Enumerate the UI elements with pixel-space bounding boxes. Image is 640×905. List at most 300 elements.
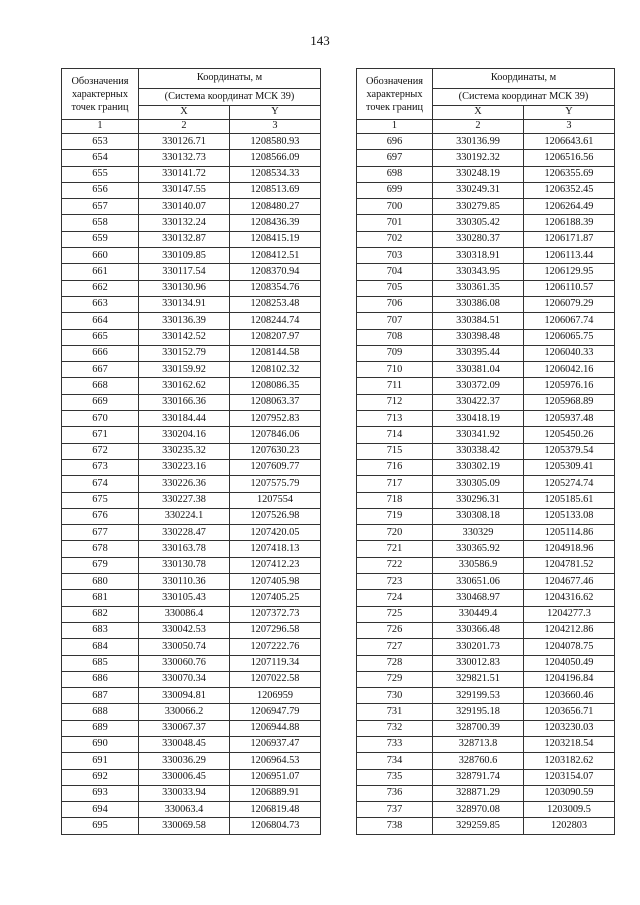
x-coordinate-cell: 330105.43 bbox=[139, 590, 230, 606]
table-row bbox=[357, 264, 615, 280]
y-coordinate-cell: 1203182.62 bbox=[524, 753, 615, 769]
x-coordinate-cell: 330651.06 bbox=[433, 574, 524, 590]
point-number-cell: 737 bbox=[357, 802, 433, 818]
table-row bbox=[62, 736, 321, 752]
point-number-cell: 702 bbox=[357, 231, 433, 247]
x-coordinate-cell: 330163.78 bbox=[139, 541, 230, 557]
y-coordinate-cell: 1208063.37 bbox=[230, 394, 321, 410]
point-number-cell: 658 bbox=[62, 215, 139, 231]
point-number-cell: 733 bbox=[357, 736, 433, 752]
y-coordinate-cell: 1206067.74 bbox=[524, 313, 615, 329]
x-coordinate-cell: 330140.07 bbox=[139, 199, 230, 215]
table-row bbox=[62, 753, 321, 769]
y-coordinate-cell: 1206959 bbox=[230, 688, 321, 704]
point-number-cell: 654 bbox=[62, 150, 139, 166]
y-coordinate-cell: 1206352.45 bbox=[524, 182, 615, 198]
y-coordinate-cell: 1206042.16 bbox=[524, 362, 615, 378]
point-number-cell: 674 bbox=[62, 476, 139, 492]
y-coordinate-cell: 1206804.73 bbox=[230, 818, 321, 834]
table-row bbox=[357, 574, 615, 590]
y-coordinate-cell: 1208412.51 bbox=[230, 248, 321, 264]
x-coordinate-cell: 330398.48 bbox=[433, 329, 524, 345]
y-coordinate-cell: 1206937.47 bbox=[230, 736, 321, 752]
header-designation: Обозначения характерных точек границ bbox=[357, 69, 433, 120]
x-coordinate-cell: 330050.74 bbox=[139, 639, 230, 655]
x-coordinate-cell: 330280.37 bbox=[433, 231, 524, 247]
x-coordinate-cell: 330042.53 bbox=[139, 622, 230, 638]
table-row bbox=[357, 378, 615, 394]
y-coordinate-cell: 1207405.98 bbox=[230, 574, 321, 590]
y-coordinate-cell: 1204781.52 bbox=[524, 557, 615, 573]
point-number-cell: 689 bbox=[62, 720, 139, 736]
x-coordinate-cell: 330060.76 bbox=[139, 655, 230, 671]
point-number-cell: 723 bbox=[357, 574, 433, 590]
point-number-cell: 660 bbox=[62, 248, 139, 264]
y-coordinate-cell: 1204050.49 bbox=[524, 655, 615, 671]
point-number-cell: 694 bbox=[62, 802, 139, 818]
point-number-cell: 704 bbox=[357, 264, 433, 280]
y-coordinate-cell: 1206079.29 bbox=[524, 296, 615, 312]
y-coordinate-cell: 1202803 bbox=[524, 818, 615, 834]
x-coordinate-cell: 330132.87 bbox=[139, 231, 230, 247]
header-col-num-3: 3 bbox=[230, 120, 321, 134]
y-coordinate-cell: 1203656.71 bbox=[524, 704, 615, 720]
table-row bbox=[357, 345, 615, 361]
point-number-cell: 665 bbox=[62, 329, 139, 345]
header-x: X bbox=[139, 106, 230, 120]
point-number-cell: 707 bbox=[357, 313, 433, 329]
table-row bbox=[357, 427, 615, 443]
point-number-cell: 727 bbox=[357, 639, 433, 655]
point-number-cell: 692 bbox=[62, 769, 139, 785]
table-row bbox=[62, 411, 321, 427]
y-coordinate-cell: 1203009.5 bbox=[524, 802, 615, 818]
point-number-cell: 664 bbox=[62, 313, 139, 329]
point-number-cell: 682 bbox=[62, 606, 139, 622]
x-coordinate-cell: 330162.62 bbox=[139, 378, 230, 394]
point-number-cell: 671 bbox=[62, 427, 139, 443]
y-coordinate-cell: 1206171.87 bbox=[524, 231, 615, 247]
point-number-cell: 667 bbox=[62, 362, 139, 378]
page-number: 143 bbox=[310, 33, 330, 48]
x-coordinate-cell: 330422.37 bbox=[433, 394, 524, 410]
table-row bbox=[62, 557, 321, 573]
table-row bbox=[357, 182, 615, 198]
point-number-cell: 716 bbox=[357, 459, 433, 475]
x-coordinate-cell: 330341.92 bbox=[433, 427, 524, 443]
point-number-cell: 677 bbox=[62, 525, 139, 541]
header-y: Y bbox=[524, 106, 615, 120]
table-row bbox=[62, 525, 321, 541]
x-coordinate-cell: 330132.24 bbox=[139, 215, 230, 231]
x-coordinate-cell: 330070.34 bbox=[139, 671, 230, 687]
x-coordinate-cell: 330249.31 bbox=[433, 182, 524, 198]
y-coordinate-cell: 1208354.76 bbox=[230, 280, 321, 296]
y-coordinate-cell: 1204277.3 bbox=[524, 606, 615, 622]
point-number-cell: 683 bbox=[62, 622, 139, 638]
x-coordinate-cell: 330296.31 bbox=[433, 492, 524, 508]
x-coordinate-cell: 330223.16 bbox=[139, 459, 230, 475]
point-number-cell: 730 bbox=[357, 688, 433, 704]
y-coordinate-cell: 1207296.58 bbox=[230, 622, 321, 638]
x-coordinate-cell: 328871.29 bbox=[433, 785, 524, 801]
y-coordinate-cell: 1208436.39 bbox=[230, 215, 321, 231]
y-coordinate-cell: 1206065.75 bbox=[524, 329, 615, 345]
point-number-cell: 706 bbox=[357, 296, 433, 312]
table-row bbox=[62, 574, 321, 590]
y-coordinate-cell: 1205309.41 bbox=[524, 459, 615, 475]
table-row bbox=[62, 427, 321, 443]
y-coordinate-cell: 1208534.33 bbox=[230, 166, 321, 182]
table-row bbox=[357, 231, 615, 247]
point-number-cell: 735 bbox=[357, 769, 433, 785]
table-row bbox=[62, 671, 321, 687]
table-row bbox=[357, 818, 615, 834]
x-coordinate-cell: 330066.2 bbox=[139, 704, 230, 720]
y-coordinate-cell: 1206964.53 bbox=[230, 753, 321, 769]
x-coordinate-cell: 330361.35 bbox=[433, 280, 524, 296]
table-row bbox=[357, 688, 615, 704]
x-coordinate-cell: 330132.73 bbox=[139, 150, 230, 166]
y-coordinate-cell: 1206516.56 bbox=[524, 150, 615, 166]
table-row bbox=[357, 492, 615, 508]
x-coordinate-cell: 330130.78 bbox=[139, 557, 230, 573]
point-number-cell: 697 bbox=[357, 150, 433, 166]
y-coordinate-cell: 1203090.59 bbox=[524, 785, 615, 801]
x-coordinate-cell: 330308.18 bbox=[433, 508, 524, 524]
x-coordinate-cell: 330226.36 bbox=[139, 476, 230, 492]
table-row bbox=[62, 818, 321, 834]
point-number-cell: 701 bbox=[357, 215, 433, 231]
x-coordinate-cell: 330063.4 bbox=[139, 802, 230, 818]
table-row bbox=[62, 182, 321, 198]
point-number-cell: 696 bbox=[357, 134, 433, 150]
y-coordinate-cell: 1206951.07 bbox=[230, 769, 321, 785]
point-number-cell: 681 bbox=[62, 590, 139, 606]
y-coordinate-cell: 1205379.54 bbox=[524, 443, 615, 459]
point-number-cell: 719 bbox=[357, 508, 433, 524]
y-coordinate-cell: 1206040.33 bbox=[524, 345, 615, 361]
x-coordinate-cell: 330386.08 bbox=[433, 296, 524, 312]
table-row bbox=[357, 622, 615, 638]
y-coordinate-cell: 1205274.74 bbox=[524, 476, 615, 492]
point-number-cell: 666 bbox=[62, 345, 139, 361]
header-col-num-2: 2 bbox=[433, 120, 524, 134]
x-coordinate-cell: 328713.8 bbox=[433, 736, 524, 752]
point-number-cell: 708 bbox=[357, 329, 433, 345]
point-number-cell: 713 bbox=[357, 411, 433, 427]
x-coordinate-cell: 330094.81 bbox=[139, 688, 230, 704]
coordinates-table-left bbox=[61, 68, 321, 835]
point-number-cell: 673 bbox=[62, 459, 139, 475]
table-row bbox=[62, 476, 321, 492]
point-number-cell: 655 bbox=[62, 166, 139, 182]
point-number-cell: 698 bbox=[357, 166, 433, 182]
point-number-cell: 669 bbox=[62, 394, 139, 410]
point-number-cell: 670 bbox=[62, 411, 139, 427]
x-coordinate-cell: 328760.6 bbox=[433, 753, 524, 769]
point-number-cell: 680 bbox=[62, 574, 139, 590]
y-coordinate-cell: 1207119.34 bbox=[230, 655, 321, 671]
table-row bbox=[62, 345, 321, 361]
header-col-num-2: 2 bbox=[139, 120, 230, 134]
x-coordinate-cell: 330329 bbox=[433, 525, 524, 541]
x-coordinate-cell: 330117.54 bbox=[139, 264, 230, 280]
point-number-cell: 691 bbox=[62, 753, 139, 769]
point-number-cell: 720 bbox=[357, 525, 433, 541]
y-coordinate-cell: 1203660.46 bbox=[524, 688, 615, 704]
x-coordinate-cell: 330110.36 bbox=[139, 574, 230, 590]
y-coordinate-cell: 1203230.03 bbox=[524, 720, 615, 736]
table-row bbox=[62, 622, 321, 638]
x-coordinate-cell: 330366.48 bbox=[433, 622, 524, 638]
y-coordinate-cell: 1205976.16 bbox=[524, 378, 615, 394]
x-coordinate-cell: 330152.79 bbox=[139, 345, 230, 361]
point-number-cell: 717 bbox=[357, 476, 433, 492]
header-col-num-3: 3 bbox=[524, 120, 615, 134]
header-col-num-1: 1 bbox=[62, 120, 139, 134]
x-coordinate-cell: 330305.42 bbox=[433, 215, 524, 231]
point-number-cell: 684 bbox=[62, 639, 139, 655]
point-number-cell: 688 bbox=[62, 704, 139, 720]
point-number-cell: 705 bbox=[357, 280, 433, 296]
point-number-cell: 699 bbox=[357, 182, 433, 198]
table-row bbox=[357, 296, 615, 312]
x-coordinate-cell: 328700.39 bbox=[433, 720, 524, 736]
point-number-cell: 668 bbox=[62, 378, 139, 394]
table-row bbox=[357, 508, 615, 524]
x-coordinate-cell: 330228.47 bbox=[139, 525, 230, 541]
x-coordinate-cell: 330235.32 bbox=[139, 443, 230, 459]
table-row bbox=[62, 166, 321, 182]
y-coordinate-cell: 1206264.49 bbox=[524, 199, 615, 215]
point-number-cell: 659 bbox=[62, 231, 139, 247]
y-coordinate-cell: 1204316.62 bbox=[524, 590, 615, 606]
y-coordinate-cell: 1206113.44 bbox=[524, 248, 615, 264]
point-number-cell: 676 bbox=[62, 508, 139, 524]
table-row bbox=[357, 280, 615, 296]
x-coordinate-cell: 330136.39 bbox=[139, 313, 230, 329]
point-number-cell: 710 bbox=[357, 362, 433, 378]
point-number-cell: 690 bbox=[62, 736, 139, 752]
table-row bbox=[357, 411, 615, 427]
point-number-cell: 731 bbox=[357, 704, 433, 720]
y-coordinate-cell: 1208244.74 bbox=[230, 313, 321, 329]
table-row bbox=[62, 443, 321, 459]
x-coordinate-cell: 330338.42 bbox=[433, 443, 524, 459]
y-coordinate-cell: 1207372.73 bbox=[230, 606, 321, 622]
header-col-num-1: 1 bbox=[357, 120, 433, 134]
table-row bbox=[62, 329, 321, 345]
x-coordinate-cell: 329195.18 bbox=[433, 704, 524, 720]
y-coordinate-cell: 1206188.39 bbox=[524, 215, 615, 231]
point-number-cell: 679 bbox=[62, 557, 139, 573]
point-number-cell: 722 bbox=[357, 557, 433, 573]
point-number-cell: 709 bbox=[357, 345, 433, 361]
table-row bbox=[357, 720, 615, 736]
y-coordinate-cell: 1205133.08 bbox=[524, 508, 615, 524]
table-row bbox=[357, 590, 615, 606]
table-row bbox=[357, 459, 615, 475]
x-coordinate-cell: 328791.74 bbox=[433, 769, 524, 785]
point-number-cell: 711 bbox=[357, 378, 433, 394]
y-coordinate-cell: 1205450.26 bbox=[524, 427, 615, 443]
point-number-cell: 729 bbox=[357, 671, 433, 687]
x-coordinate-cell: 330166.36 bbox=[139, 394, 230, 410]
x-coordinate-cell: 330224.1 bbox=[139, 508, 230, 524]
x-coordinate-cell: 330036.29 bbox=[139, 753, 230, 769]
x-coordinate-cell: 330204.16 bbox=[139, 427, 230, 443]
y-coordinate-cell: 1205114.86 bbox=[524, 525, 615, 541]
x-coordinate-cell: 330048.45 bbox=[139, 736, 230, 752]
y-coordinate-cell: 1206643.61 bbox=[524, 134, 615, 150]
x-coordinate-cell: 329199.53 bbox=[433, 688, 524, 704]
table-row bbox=[357, 704, 615, 720]
table-body-left bbox=[62, 134, 321, 835]
y-coordinate-cell: 1206944.88 bbox=[230, 720, 321, 736]
table-row bbox=[62, 785, 321, 801]
point-number-cell: 656 bbox=[62, 182, 139, 198]
header-system: (Система координат МСК 39) bbox=[139, 89, 321, 106]
point-number-cell: 703 bbox=[357, 248, 433, 264]
header-designation: Обозначения характерных точек границ bbox=[62, 69, 139, 120]
y-coordinate-cell: 1207609.77 bbox=[230, 459, 321, 475]
table-row bbox=[62, 296, 321, 312]
table-row bbox=[62, 639, 321, 655]
x-coordinate-cell: 330201.73 bbox=[433, 639, 524, 655]
table-row bbox=[357, 443, 615, 459]
table-row bbox=[62, 313, 321, 329]
x-coordinate-cell: 330279.85 bbox=[433, 199, 524, 215]
table-row bbox=[357, 639, 615, 655]
x-coordinate-cell: 330318.91 bbox=[433, 248, 524, 264]
point-number-cell: 726 bbox=[357, 622, 433, 638]
table-row bbox=[357, 476, 615, 492]
point-number-cell: 695 bbox=[62, 818, 139, 834]
table-row bbox=[62, 655, 321, 671]
y-coordinate-cell: 1207222.76 bbox=[230, 639, 321, 655]
x-coordinate-cell: 330033.94 bbox=[139, 785, 230, 801]
point-number-cell: 732 bbox=[357, 720, 433, 736]
table-row bbox=[357, 525, 615, 541]
y-coordinate-cell: 1208207.97 bbox=[230, 329, 321, 345]
y-coordinate-cell: 1207022.58 bbox=[230, 671, 321, 687]
x-coordinate-cell: 330067.37 bbox=[139, 720, 230, 736]
point-number-cell: 738 bbox=[357, 818, 433, 834]
table-row bbox=[357, 736, 615, 752]
table-row bbox=[357, 394, 615, 410]
x-coordinate-cell: 330184.44 bbox=[139, 411, 230, 427]
table-row bbox=[62, 394, 321, 410]
y-coordinate-cell: 1208480.27 bbox=[230, 199, 321, 215]
point-number-cell: 687 bbox=[62, 688, 139, 704]
table-row bbox=[357, 166, 615, 182]
table-row bbox=[357, 313, 615, 329]
y-coordinate-cell: 1206110.57 bbox=[524, 280, 615, 296]
x-coordinate-cell: 330586.9 bbox=[433, 557, 524, 573]
x-coordinate-cell: 330365.92 bbox=[433, 541, 524, 557]
point-number-cell: 653 bbox=[62, 134, 139, 150]
point-number-cell: 718 bbox=[357, 492, 433, 508]
table-row bbox=[62, 590, 321, 606]
header-x: X bbox=[433, 106, 524, 120]
y-coordinate-cell: 1208415.19 bbox=[230, 231, 321, 247]
y-coordinate-cell: 1206129.95 bbox=[524, 264, 615, 280]
y-coordinate-cell: 1207575.79 bbox=[230, 476, 321, 492]
y-coordinate-cell: 1205937.48 bbox=[524, 411, 615, 427]
x-coordinate-cell: 330012.83 bbox=[433, 655, 524, 671]
table-row bbox=[357, 248, 615, 264]
table-row bbox=[62, 704, 321, 720]
point-number-cell: 736 bbox=[357, 785, 433, 801]
table-row bbox=[62, 280, 321, 296]
x-coordinate-cell: 330006.45 bbox=[139, 769, 230, 785]
y-coordinate-cell: 1207418.13 bbox=[230, 541, 321, 557]
table-row bbox=[62, 362, 321, 378]
y-coordinate-cell: 1208566.09 bbox=[230, 150, 321, 166]
x-coordinate-cell: 330372.09 bbox=[433, 378, 524, 394]
y-coordinate-cell: 1207412.23 bbox=[230, 557, 321, 573]
y-coordinate-cell: 1206947.79 bbox=[230, 704, 321, 720]
table-row bbox=[357, 769, 615, 785]
table-row bbox=[62, 150, 321, 166]
x-coordinate-cell: 329259.85 bbox=[433, 818, 524, 834]
y-coordinate-cell: 1207630.23 bbox=[230, 443, 321, 459]
point-number-cell: 714 bbox=[357, 427, 433, 443]
y-coordinate-cell: 1207952.83 bbox=[230, 411, 321, 427]
y-coordinate-cell: 1204677.46 bbox=[524, 574, 615, 590]
x-coordinate-cell: 330384.51 bbox=[433, 313, 524, 329]
y-coordinate-cell: 1208253.48 bbox=[230, 296, 321, 312]
table-row bbox=[62, 720, 321, 736]
point-number-cell: 663 bbox=[62, 296, 139, 312]
y-coordinate-cell: 1206355.69 bbox=[524, 166, 615, 182]
header-y: Y bbox=[230, 106, 321, 120]
x-coordinate-cell: 330381.04 bbox=[433, 362, 524, 378]
y-coordinate-cell: 1207420.05 bbox=[230, 525, 321, 541]
x-coordinate-cell: 330248.19 bbox=[433, 166, 524, 182]
table-row bbox=[62, 231, 321, 247]
y-coordinate-cell: 1207554 bbox=[230, 492, 321, 508]
x-coordinate-cell: 330192.32 bbox=[433, 150, 524, 166]
point-number-cell: 675 bbox=[62, 492, 139, 508]
x-coordinate-cell: 330343.95 bbox=[433, 264, 524, 280]
point-number-cell: 685 bbox=[62, 655, 139, 671]
y-coordinate-cell: 1205185.61 bbox=[524, 492, 615, 508]
y-coordinate-cell: 1208144.58 bbox=[230, 345, 321, 361]
y-coordinate-cell: 1204212.86 bbox=[524, 622, 615, 638]
table-row bbox=[357, 541, 615, 557]
x-coordinate-cell: 330418.19 bbox=[433, 411, 524, 427]
y-coordinate-cell: 1207526.98 bbox=[230, 508, 321, 524]
x-coordinate-cell: 330141.72 bbox=[139, 166, 230, 182]
point-number-cell: 661 bbox=[62, 264, 139, 280]
table-row bbox=[62, 378, 321, 394]
x-coordinate-cell: 329821.51 bbox=[433, 671, 524, 687]
x-coordinate-cell: 330134.91 bbox=[139, 296, 230, 312]
table-row bbox=[62, 688, 321, 704]
header-coordinates: Координаты, м bbox=[139, 69, 321, 89]
y-coordinate-cell: 1207846.06 bbox=[230, 427, 321, 443]
point-number-cell: 724 bbox=[357, 590, 433, 606]
point-number-cell: 686 bbox=[62, 671, 139, 687]
table-row bbox=[357, 329, 615, 345]
table-row bbox=[62, 199, 321, 215]
point-number-cell: 678 bbox=[62, 541, 139, 557]
table-row bbox=[357, 785, 615, 801]
x-coordinate-cell: 330069.58 bbox=[139, 818, 230, 834]
point-number-cell: 700 bbox=[357, 199, 433, 215]
